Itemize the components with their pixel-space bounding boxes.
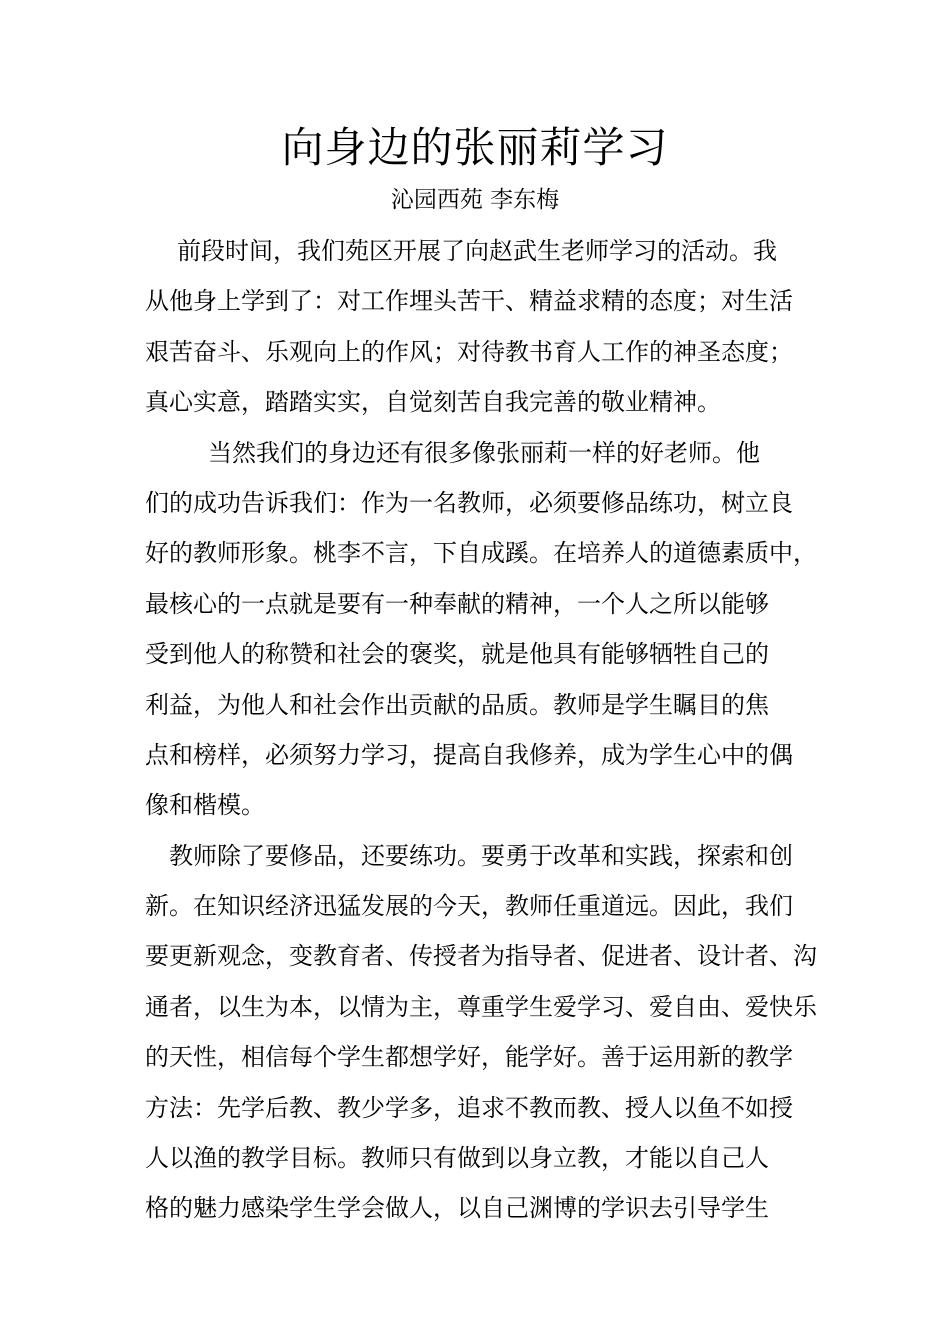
text-line: 的天性，相信每个学生都想学好，能学好。善于运用新的教学 <box>145 1043 793 1072</box>
paragraph-1 <box>145 226 825 428</box>
text-line: 最核心的一点就是要有一种奉献的精神，一个人之所以能够 <box>145 589 769 618</box>
paragraph-2 <box>145 428 825 831</box>
paragraph-3 <box>145 831 825 1234</box>
text-line: 教师除了要修品，还要练功。要勇于改革和实践，探索和创 <box>169 841 793 870</box>
text-line: 艰苦奋斗、乐观向上的作风；对待教书育人工作的神圣态度； <box>145 337 793 366</box>
text-line: 像和楷模。 <box>145 791 265 820</box>
text-line: 好的教师形象。桃李不言，下自成蹊。在培养人的道德素质中， <box>145 539 817 568</box>
text-line: 前段时间，我们苑区开展了向赵武生老师学习的活动。我 <box>177 237 777 265</box>
text-line: 利益，为他人和社会作出贡献的品质。教师是学生瞩目的焦 <box>145 690 769 719</box>
author-byline: 沁园西苑 李东梅 <box>390 187 560 213</box>
text-line: 们的成功告诉我们：作为一名教师，必须要修品练功，树立良 <box>145 488 793 517</box>
text-line: 格的魅力感染学生学会做人，以自己渊博的学识去引导学生 <box>145 1194 769 1223</box>
document-body <box>145 226 825 1234</box>
text-line: 从他身上学到了：对工作埋头苦干、精益求精的态度；对生活 <box>145 287 793 316</box>
text-line: 当然我们的身边还有很多像张丽莉一样的好老师。他 <box>208 438 760 467</box>
text-line: 新。在知识经济迅猛发展的今天，教师任重道远。因此，我们 <box>145 892 793 921</box>
text-line: 人以渔的教学目标。教师只有做到以身立教，才能以自己人 <box>145 1144 769 1173</box>
text-line: 要更新观念，变教育者、传授者为指导者、促进者、设计者、沟 <box>145 942 817 971</box>
text-line: 通者，以生为本，以情为主，尊重学生爱学习、爱自由、爱快乐 <box>145 992 817 1021</box>
text-line: 受到他人的称赞和社会的褒奖，就是他具有能够牺牲自己的 <box>145 640 769 669</box>
text-line: 真心实意，踏踏实实，自觉刻苦自我完善的敬业精神。 <box>145 388 721 417</box>
text-line: 方法：先学后教、教少学多，追求不教而教、授人以鱼不如授 <box>145 1093 793 1122</box>
page-title: 向身边的张丽莉学习 <box>281 123 669 172</box>
text-line: 点和榜样，必须努力学习，提高自我修养，成为学生心中的偶 <box>145 740 793 769</box>
